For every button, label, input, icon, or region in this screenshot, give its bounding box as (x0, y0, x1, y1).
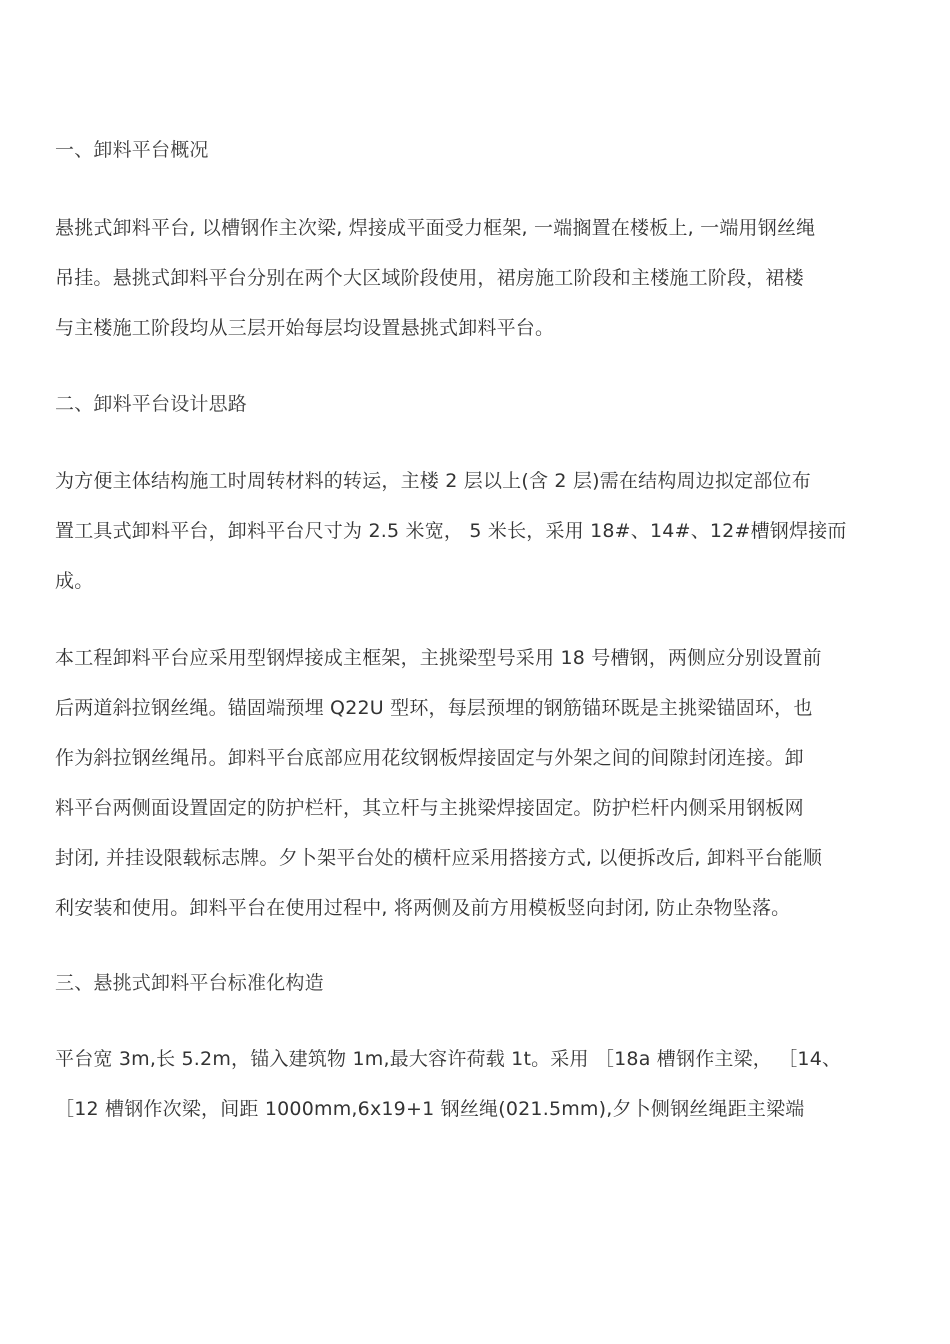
paragraph-2-line-1: 为方便主体结构施工时周转材料的转运，主楼 2 层以上(含 2 层)需在结构周边拟定部位布 (55, 470, 811, 492)
paragraph-3-line-6: 利安装和使用。卸料平台在使用过程中, 将两侧及前方用模板竖向封闭, 防止杂物坠落。 (55, 897, 791, 919)
paragraph-3-line-1: 本工程卸料平台应采用型钢焊接成主框架，主挑梁型号采用 18 号槽钢，两侧应分别设置前 (55, 647, 822, 669)
paragraph-2-line-2: 置工具式卸料平台，卸料平台尺寸为 2.5 米宽， 5 米长，采用 18#、14#、12#槽钢焊接而 (55, 520, 847, 542)
paragraph-3-line-2: 后两道斜拉钢丝绳。锚固端预埋 Q22U 型环，每层预埋的钢筋锚环既是主挑梁锚固环，也 (55, 697, 813, 719)
paragraph-4-line-1: 平台宽 3m,长 5.2m，锚入建筑物 1m,最大容许荷载 1t。采用 ［18a 槽钢作主梁， ［14、 (55, 1048, 842, 1070)
section-heading-2: 二、卸料平台设计思路 (55, 393, 248, 415)
section-heading-3: 三、悬挑式卸料平台标准化构造 (55, 972, 324, 994)
paragraph-1-line-1: 悬挑式卸料平台, 以槽钢作主次梁, 焊接成平面受力框架, 一端搁置在楼板上, 一端用钢丝绳 (55, 217, 816, 239)
paragraph-3-line-4: 料平台两侧面设置固定的防护栏杆，其立杆与主挑梁焊接固定。防护栏杆内侧采用钢板网 (55, 797, 804, 819)
section-heading-1: 一、卸料平台概况 (55, 139, 209, 161)
paragraph-1-line-3: 与主楼施工阶段均从三层开始每层均设置悬挑式卸料平台。 (55, 317, 555, 339)
paragraph-2-line-3: 成。 (55, 570, 94, 592)
paragraph-4-line-2: ［12 槽钢作次梁，间距 1000mm,6x19+1 钢丝绳(021.5mm),夕卜侧钢丝绳距主梁端 (55, 1098, 805, 1120)
paragraph-3-line-5: 封闭, 并挂设限载标志牌。夕卜架平台处的横杆应采用搭接方式, 以便拆改后, 卸料平台能顺 (55, 847, 823, 869)
paragraph-3-line-3: 作为斜拉钢丝绳吊。卸料平台底部应用花纹钢板焊接固定与外架之间的间隙封闭连接。卸 (55, 747, 804, 769)
paragraph-1-line-2: 吊挂。悬挑式卸料平台分别在两个大区域阶段使用，裙房施工阶段和主楼施工阶段，裙楼 (55, 267, 804, 289)
